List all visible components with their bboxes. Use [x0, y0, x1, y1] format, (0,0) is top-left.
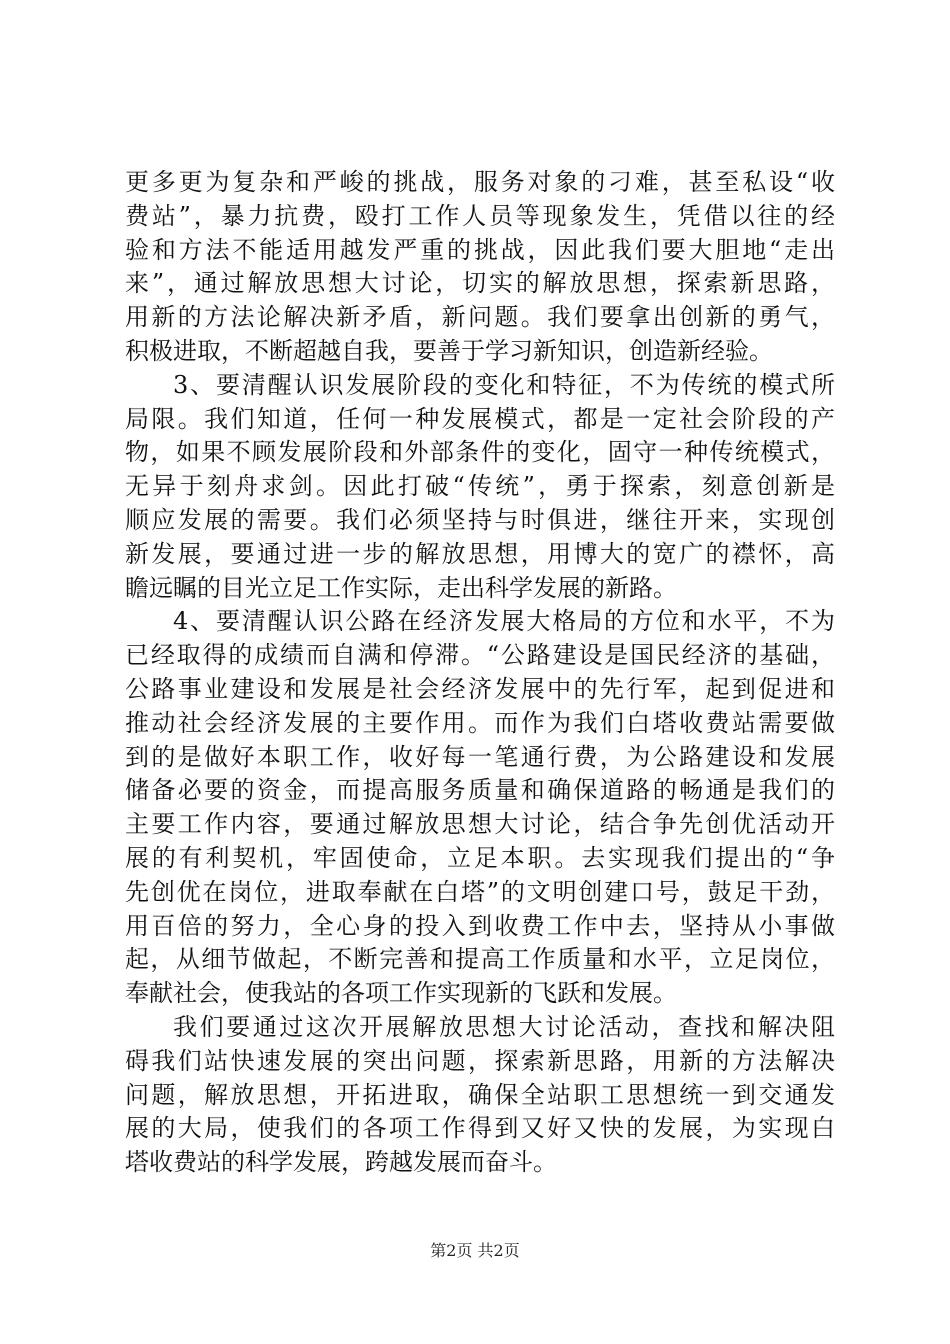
text-line: 碍我们站快速发展的突出问题，探索新思路，用新的方法解决 — [125, 1046, 835, 1075]
text-line: 3、要清醒认识发展阶段的变化和特征，不为传统的模式所 — [173, 370, 835, 399]
text-line: 先创优在岗位，进取奉献在白塔”的文明创建口号，鼓足干劲， — [125, 877, 835, 906]
text-line: 展的大局，使我们的各项工作得到又好又快的发展，为实现白 — [125, 1114, 835, 1143]
text-line: 公路事业建设和发展是社会经济发展中的先行军，起到促进和 — [125, 674, 835, 703]
text-line: 费站”，暴力抗费，殴打工作人员等现象发生，凭借以往的经 — [125, 201, 835, 230]
text-line: 物，如果不顾发展阶段和外部条件的变化，固守一种传统模式， — [125, 438, 835, 467]
text-line: 我们要通过这次开展解放思想大讨论活动，查找和解决阻 — [173, 1012, 835, 1041]
text-line: 主要工作内容，要通过解放思想大讨论，结合争先创优活动开 — [125, 810, 835, 839]
document-body — [125, 166, 835, 1180]
text-line: 储备必要的资金，而提高服务质量和确保道路的畅通是我们的 — [125, 776, 835, 805]
text-line: 塔收费站的科学发展，跨越发展而奋斗。 — [125, 1148, 557, 1177]
text-line: 用新的方法论解决新矛盾，新问题。我们要拿出创新的勇气， — [125, 303, 835, 332]
text-line: 来”，通过解放思想大讨论，切实的解放思想，探索新思路， — [125, 269, 835, 298]
text-line: 积极进取，不断超越自我，要善于学习新知识，创造新经验。 — [125, 336, 773, 365]
text-line: 瞻远瞩的目光立足工作实际，走出科学发展的新路。 — [125, 573, 677, 602]
text-line: 4、要清醒认识公路在经济发展大格局的方位和水平，不为 — [173, 607, 835, 636]
text-line: 已经取得的成绩而自满和停滞。“公路建设是国民经济的基础， — [125, 641, 835, 670]
text-line: 局限。我们知道，任何一种发展模式，都是一定社会阶段的产 — [125, 404, 835, 433]
text-line: 问题，解放思想，开拓进取，确保全站职工思想统一到交通发 — [125, 1080, 835, 1109]
text-line: 奉献社会，使我站的各项工作实现新的飞跃和发展。 — [125, 979, 677, 1008]
text-line: 起，从细节做起，不断完善和提高工作质量和水平，立足岗位， — [125, 945, 835, 974]
text-line: 推动社会经济发展的主要作用。而作为我们白塔收费站需要做 — [125, 708, 835, 737]
text-line: 新发展，要通过进一步的解放思想，用博大的宽广的襟怀，高 — [125, 539, 835, 568]
text-line: 无异于刻舟求剑。因此打破“传统”，勇于探索，刻意创新是 — [125, 472, 835, 501]
text-line: 顺应发展的需要。我们必须坚持与时俱进，继往开来，实现创 — [125, 505, 835, 534]
text-line: 到的是做好本职工作，收好每一笔通行费，为公路建设和发展 — [125, 742, 835, 771]
text-line: 用百倍的努力，全心身的投入到收费工作中去，坚持从小事做 — [125, 911, 835, 940]
text-line: 验和方法不能适用越发严重的挑战，因此我们要大胆地“走出 — [125, 235, 835, 264]
text-line: 更多更为复杂和严峻的挑战，服务对象的刁难，甚至私设“收 — [125, 168, 835, 196]
text-line: 展的有利契机，牢固使命，立足本职。去实现我们提出的“争 — [125, 843, 835, 872]
page-footer: 第2页 共2页 — [430, 1241, 520, 1260]
